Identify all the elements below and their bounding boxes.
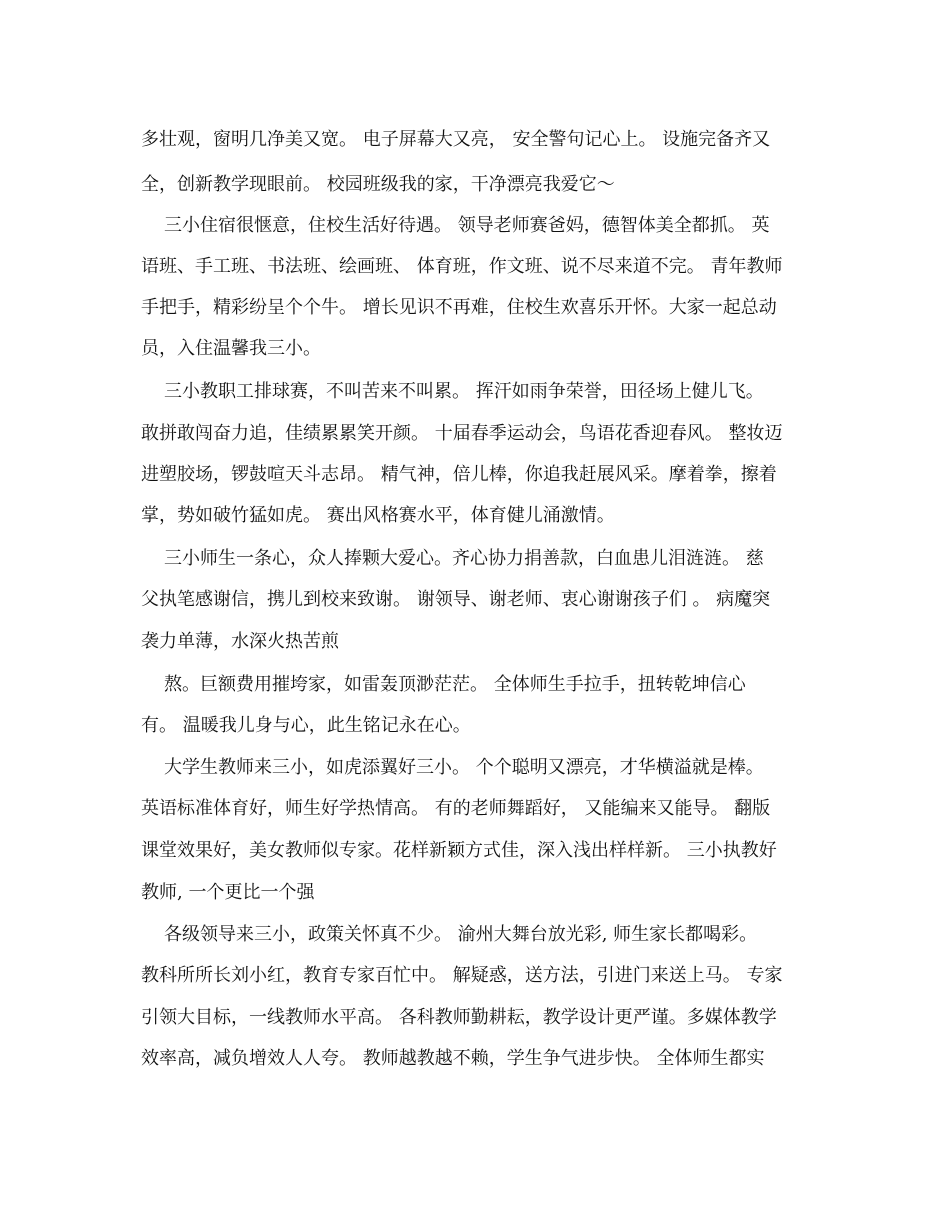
paragraph-first-line: 各级领导来三小，政策关怀真不少。 渝州大舞台放光彩, 师生家长都喝彩。: [164, 924, 758, 945]
text-line: 效率高，减负增效人人夸。 教师越教越不赖，学生争气进步快。 全体师生都实: [141, 1048, 765, 1069]
paragraph-first-line: 熬。巨额费用摧垮家，如雷轰顶渺茫茫。 全体师生手拉手，扭转乾坤信心: [164, 674, 746, 695]
paragraph-first-line: 三小教职工排球赛，不叫苦来不叫累。 挥汗如雨争荣誉，田径场上健儿飞。: [164, 381, 764, 402]
paragraph-first-line: 三小住宿很惬意，住校生活好待遇。 领导老师赛爸妈，德智体美全都抓。 英: [164, 215, 770, 236]
text-line: 进塑胶场，锣鼓喧天斗志昂。 精气神，倍儿棒，你追我赶展风采。摩着拳，擦着: [141, 464, 777, 485]
text-line: 引领大目标，一线教师水平高。 各科教师勤耕耘，教学设计更严谨。多媒体教学: [141, 1007, 777, 1028]
text-line: 袭力单薄，水深火热苦煎: [141, 631, 339, 652]
text-line: 父执笔感谢信，携儿到校来致谢。 谢领导、谢老师、衷心谢谢孩子们 。 病魔突: [141, 589, 771, 610]
text-line: 全，创新教学现眼前。 校园班级我的家，干净漂亮我爱它～: [141, 174, 615, 195]
text-line: 敢拼敢闯奋力追，佳绩累累笑开颜。 十届春季运动会，鸟语花香迎春风。 整妆迈: [141, 423, 783, 444]
paragraph-first-line: 大学生教师来三小，如虎添翼好三小。 个个聪明又漂亮，才华横溢就是棒。: [164, 757, 764, 778]
text-line: 员，入住温馨我三小。: [141, 338, 321, 359]
text-line: 教师, 一个更比一个强: [141, 882, 315, 903]
text-line: 英语标准体育好，师生好学热情高。 有的老师舞蹈好， 又能编来又能导。 翻版: [141, 798, 771, 819]
text-line: 有。 温暖我儿身与心，此生铭记永在心。: [141, 715, 471, 736]
text-line: 语班、手工班、书法班、绘画班、 体育班，作文班、说不尽来道不完。 青年教师: [141, 256, 783, 277]
text-line: 手把手，精彩纷呈个个牛。 增长见识不再难，住校生欢喜乐开怀。大家一起总动: [141, 297, 777, 318]
text-line: 课堂效果好，美女教师似专家。花样新颖方式佳，深入浅出样样新。 三小执教好: [141, 840, 777, 861]
paragraph-first-line: 三小师生一条心，众人捧颗大爱心。齐心协力捐善款，白血患儿泪涟涟。 慈: [164, 548, 764, 569]
text-line: 多壮观，窗明几净美又宽。 电子屏幕大又亮， 安全警句记心上。 设施完备齐又: [141, 129, 771, 150]
text-line: 教科所所长刘小红，教育专家百忙中。 解疑惑，送方法，引进门来送上马。 专家: [141, 965, 783, 986]
text-line: 掌，势如破竹猛如虎。 赛出风格赛水平，体育健儿涌激情。: [141, 505, 615, 526]
